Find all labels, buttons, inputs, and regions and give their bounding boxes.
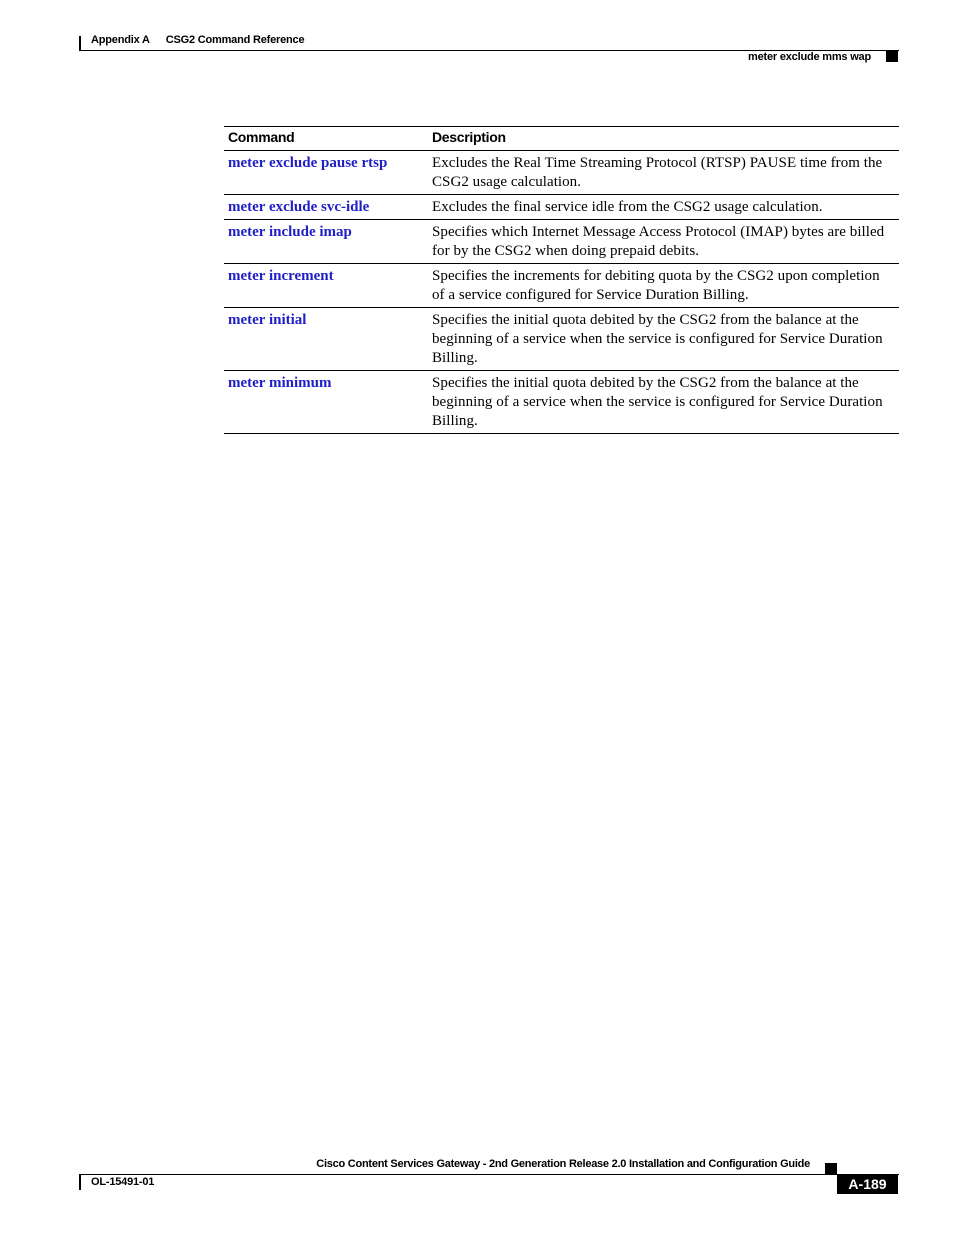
column-header-command: Command xyxy=(224,127,428,151)
table-row xyxy=(224,308,899,371)
table-header-row xyxy=(224,127,899,151)
header-breadcrumb xyxy=(91,34,304,46)
footer-guide-title: Cisco Content Services Gateway - 2nd Generation Release 2.0 Installation and Configuration Guide xyxy=(316,1158,810,1170)
header-appendix: Appendix A xyxy=(91,34,150,46)
command-description: Specifies which Internet Message Access Protocol (IMAP) bytes are billed for by the CSG2 when doing prepaid debits. xyxy=(428,220,899,264)
table-row xyxy=(224,371,899,434)
command-link[interactable]: meter increment xyxy=(224,264,428,308)
table-row xyxy=(224,195,899,220)
command-description: Excludes the final service idle from the CSG2 usage calculation. xyxy=(428,195,899,220)
command-link[interactable]: meter include imap xyxy=(224,220,428,264)
footer-page-number: A-189 xyxy=(837,1175,898,1194)
table-row xyxy=(224,220,899,264)
footer-marker xyxy=(825,1163,837,1174)
command-table xyxy=(224,126,899,434)
command-link[interactable]: meter minimum xyxy=(224,371,428,434)
header-running-title: meter exclude mms wap xyxy=(748,51,871,63)
header-section: CSG2 Command Reference xyxy=(165,34,305,46)
command-description: Specifies the increments for debiting quota by the CSG2 upon completion of a service configured for Service Duration Billing. xyxy=(428,264,899,308)
footer-doc-number: OL-15491-01 xyxy=(91,1176,155,1188)
header-left-bar xyxy=(79,36,81,51)
footer-rule xyxy=(79,1174,899,1175)
command-link[interactable]: meter exclude pause rtsp xyxy=(224,151,428,195)
footer-left-bar xyxy=(79,1174,81,1190)
command-description: Specifies the initial quota debited by the CSG2 from the balance at the beginning of a service when the service is configured for Service Duration Billing. xyxy=(428,371,899,434)
command-description: Excludes the Real Time Streaming Protocol (RTSP) PAUSE time from the CSG2 usage calculation. xyxy=(428,151,899,195)
command-description: Specifies the initial quota debited by the CSG2 from the balance at the beginning of a service when the service is configured for Service Duration Billing. xyxy=(428,308,899,371)
table-row xyxy=(224,151,899,195)
table-row xyxy=(224,264,899,308)
command-link[interactable]: meter initial xyxy=(224,308,428,371)
command-link[interactable]: meter exclude svc-idle xyxy=(224,195,428,220)
header-marker xyxy=(886,51,898,62)
column-header-description: Description xyxy=(428,127,899,151)
